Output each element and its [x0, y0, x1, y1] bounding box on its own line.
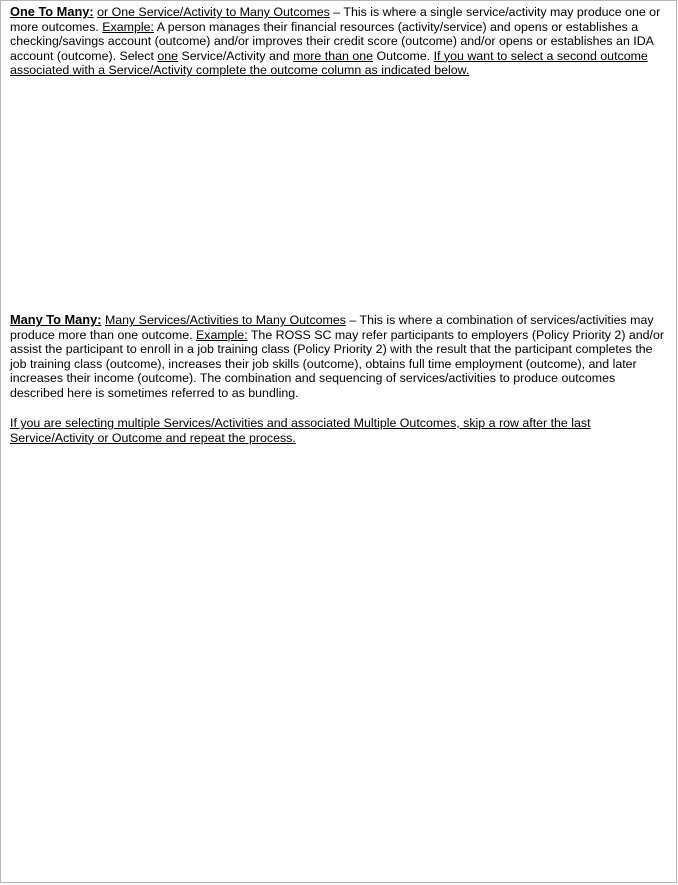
one-to-many-section — [10, 5, 670, 78]
many-to-many-subheading: Many Services/Activities to Many Outcomes — [104, 313, 346, 327]
one-word: one — [157, 48, 179, 63]
select-end: Outcome. — [373, 48, 434, 63]
one-to-many-intro: – This is where a single service/activity may produce one or more outcomes. — [10, 5, 661, 34]
one-to-many-example-text: A person manages their financial resources (activity/service) and opens or establishes a checking/savings account (outcome) and/or improves their credit score (outcome) and/or opens or establishes an IDA account (outcome). Select — [10, 19, 654, 63]
many-to-many-heading: Many To Many: — [10, 312, 102, 327]
many-to-many-paragraph — [10, 313, 670, 401]
more-than-one-word: more than one — [293, 48, 373, 63]
note-text: If you are selecting multiple Services/Activities and associated Multiple Outcomes, skip a row after the last Service/Activity or Outcome and repeat the process. — [10, 416, 591, 445]
select-middle: Service/Activity and — [178, 48, 294, 63]
one-to-many-instruction: If you want to select a second outcome associated with a Service/Activity complete the outcome column as indicated below. — [10, 48, 648, 78]
many-to-many-example-text: The ROSS SC may refer participants to employers (Policy Priority 2) and/or assist the participant to enroll in a job training class (Policy Priority 2) with the result that the participant completes the job training class (outcome), increases their job skills (outcome), obtains full time employment (outcome), and later increases their income (outcome). The combination and sequencing of services/activities to produce outcomes described here is sometimes referred to as bundling. — [10, 327, 665, 400]
many-to-many-section — [10, 313, 670, 401]
one-to-many-heading: One To Many: — [10, 4, 94, 19]
one-to-many-paragraph — [10, 5, 670, 78]
many-to-many-example-label: Example: — [195, 327, 248, 342]
multiple-outcomes-note — [10, 416, 670, 445]
one-to-many-example-label: Example: — [102, 19, 154, 34]
one-to-many-subheading: or One Service/Activity to Many Outcomes — [97, 5, 330, 19]
many-to-many-intro: – This is where a combination of services/activities may produce more than one outcome. — [10, 313, 654, 342]
